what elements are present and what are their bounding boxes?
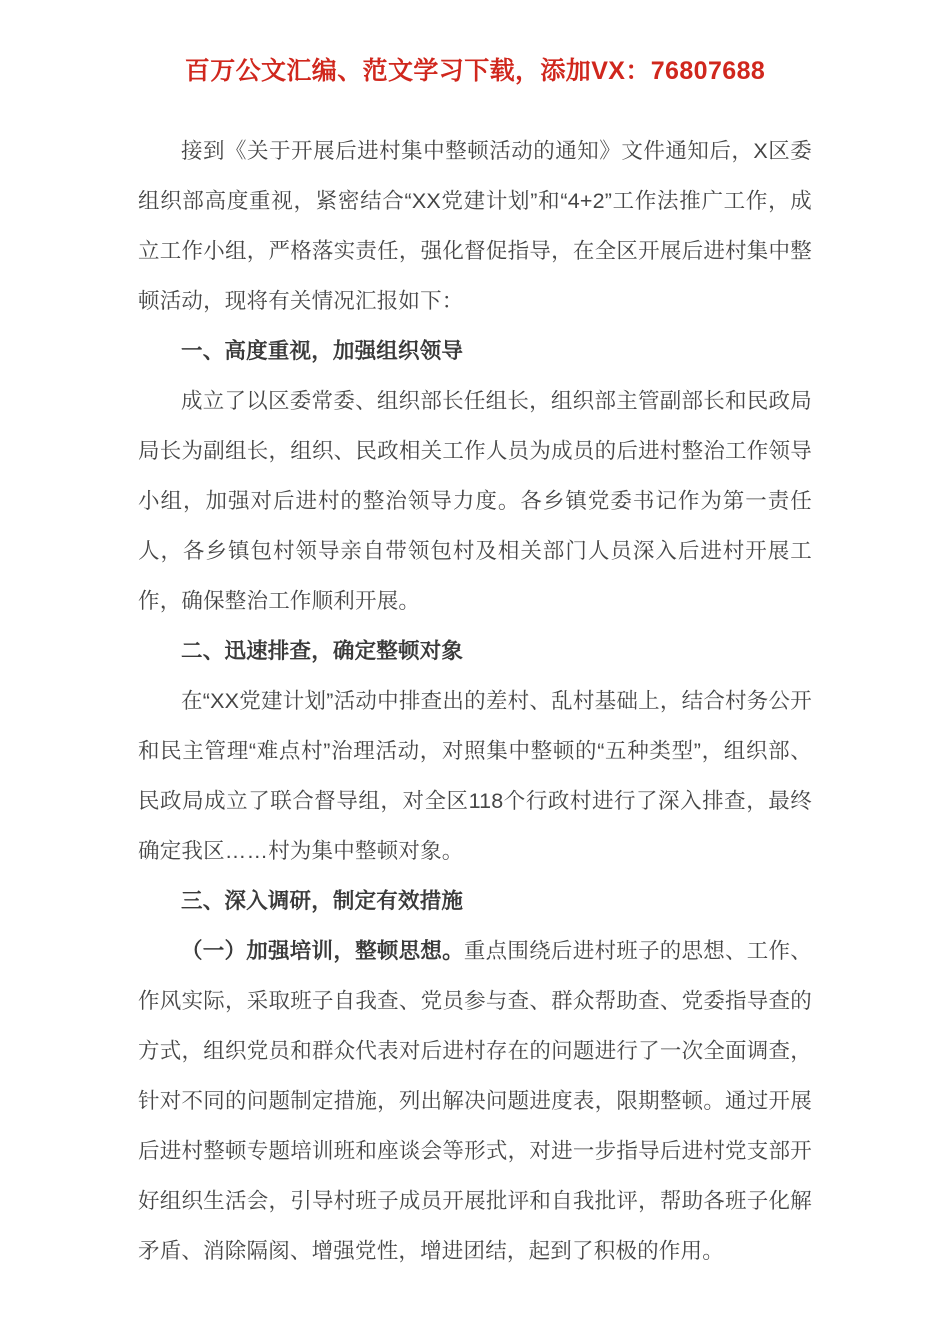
- section-2-body: 在“XX党建计划”活动中排查出的差村、乱村基础上，结合村务公开和民主管理“难点村”治理活动，对照集中整顿的“五种类型”，组织部、民政局成立了联合督导组，对全区118个行政村进行了深入排查，最终确定我区……村为集中整顿对象。: [138, 689, 812, 863]
- section-2-heading: 二、迅速排查，确定整顿对象: [181, 639, 464, 663]
- section-1-body: 成立了以区委常委、组织部长任组长，组织部主管副部长和民政局局长为副组长，组织、民政相关工作人员为成员的后进村整治工作领导小组，加强对后进村的整治领导力度。各乡镇党委书记作为第一责任人，各乡镇包村领导亲自带领包村及相关部门人员深入后进村开展工作，确保整治工作顺利开展。: [138, 389, 812, 613]
- section-3-heading: 三、深入调研，制定有效措施: [181, 889, 464, 913]
- promo-banner: 百万公文汇编、范文学习下载，添加VX：76807688: [184, 57, 766, 85]
- section-1-heading: 一、高度重视，加强组织领导: [181, 339, 464, 363]
- document-body: [138, 126, 812, 1276]
- section-3-item-1: [138, 926, 812, 1276]
- intro-paragraph: 接到《关于开展后进村集中整顿活动的通知》文件通知后，X区委组织部高度重视，紧密结合“XX党建计划”和“4+2”工作法推广工作，成立工作小组，严格落实责任，强化督促指导，在全区开展后进村集中整顿活动，现将有关情况汇报如下：: [138, 139, 812, 313]
- section-3-item-1-text: 重点围绕后进村班子的思想、工作、作风实际，采取班子自我查、党员参与查、群众帮助查、党委指导查的方式，组织党员和群众代表对后进村存在的问题进行了一次全面调查，针对不同的问题制定措施，列出解决问题进度表，限期整顿。通过开展后进村整顿专题培训班和座谈会等形式，对进一步指导后进村党支部开好组织生活会，引导村班子成员开展批评和自我批评，帮助各班子化解矛盾、消除隔阂、增强党性，增进团结，起到了积极的作用。: [138, 939, 812, 1263]
- section-3-item-1-lead: （一）加强培训，整顿思想。: [181, 939, 464, 963]
